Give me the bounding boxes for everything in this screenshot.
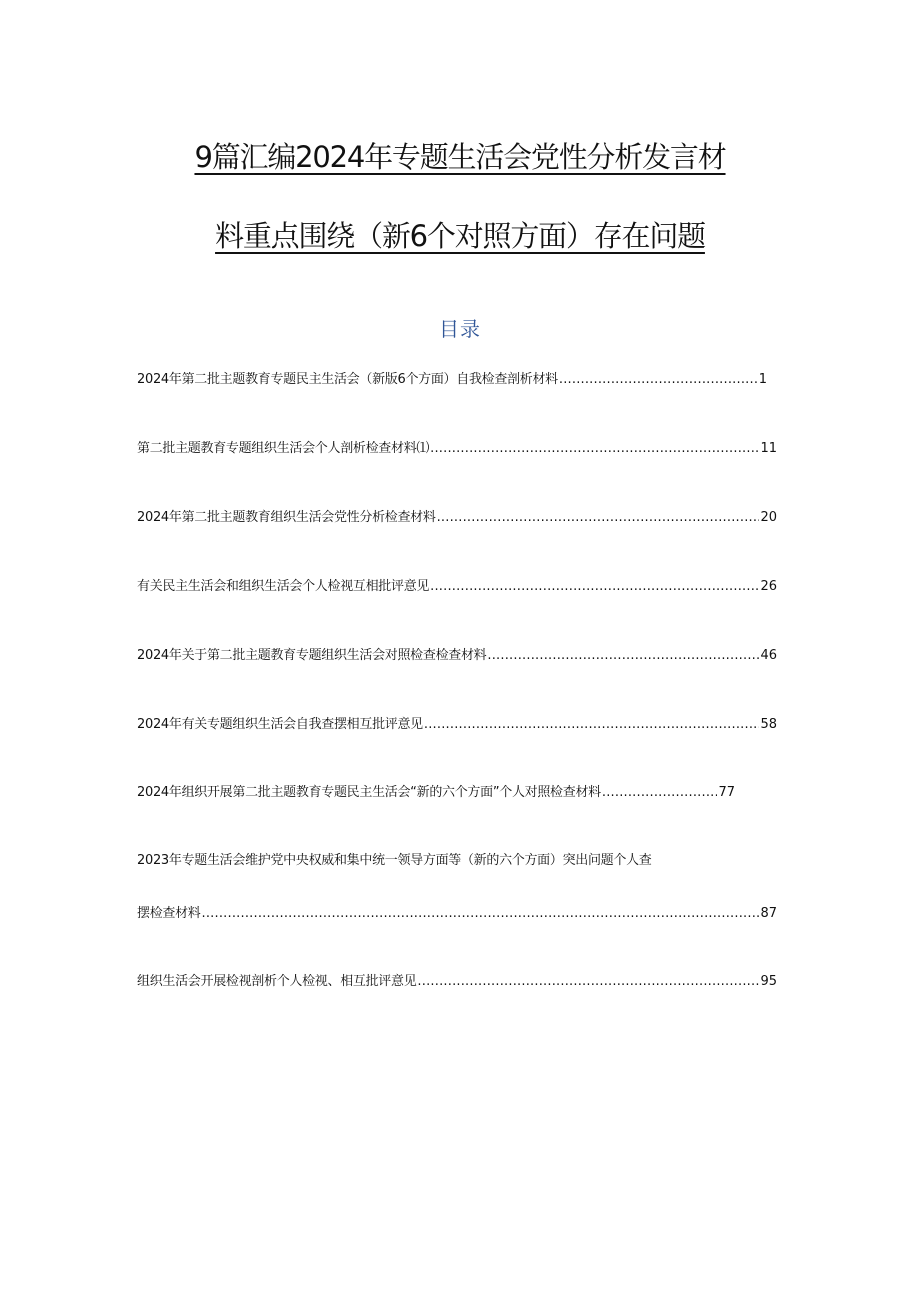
toc-entry-label: 2024年关于第二批主题教育专题组织生活会对照检查检查材料: [137, 648, 487, 663]
toc-entry-label: 摆检查材料: [137, 906, 201, 921]
toc-leader-dots: [487, 645, 759, 667]
document-title: [0, 128, 920, 251]
toc-entry[interactable]: [137, 576, 777, 598]
toc-entry-label: 2024年组织开展第二批主题教育专题民主生活会“新的六个方面”个人对照检查材料: [137, 785, 601, 800]
toc-leader-dots: [430, 438, 759, 460]
toc-leader-dots: [430, 576, 759, 598]
toc-leader-dots: [602, 782, 718, 804]
toc-entry[interactable]: [137, 507, 777, 529]
toc-entry-page: 95: [760, 974, 777, 989]
toc-entry-label: 组织生活会开展检视剖析个人检视、相互批评意见: [137, 974, 417, 989]
toc-entry-page: 87: [760, 906, 777, 921]
toc-entry-label-line-1[interactable]: 2023年专题生活会维护党中央权威和集中统一领导方面等（新的六个方面）突出问题个人查: [137, 853, 652, 868]
toc-entry-label: 2024年第二批主题教育专题民主生活会（新版6个方面）自我检查剖析材料: [137, 372, 558, 387]
toc-entry-label: 有关民主生活会和组织生活会个人检视互相批评意见: [137, 579, 430, 594]
toc-heading: 目录: [439, 317, 481, 341]
toc-entry[interactable]: [137, 714, 777, 736]
toc-leader-dots: [417, 971, 759, 993]
toc-entry-page: 46: [760, 648, 777, 663]
toc-leader-dots: [202, 903, 760, 925]
toc-entry[interactable]: [137, 971, 777, 993]
toc-leader-dots: [424, 714, 760, 736]
toc-entry-label: 2024年有关专题组织生活会自我查摆相互批评意见: [137, 717, 423, 732]
toc-entry[interactable]: [137, 645, 777, 667]
toc-entry[interactable]: [137, 438, 777, 460]
title-line-2: 料重点围绕（新6个对照方面）存在问题: [215, 219, 705, 253]
toc-leader-dots: [559, 369, 758, 391]
toc-entry[interactable]: [137, 782, 735, 804]
toc-entry-label: 第二批主题教育专题组织生活会个人剖析检查材料⑴: [137, 441, 430, 456]
toc-entry-label: 2024年第二批主题教育组织生活会党性分析检查材料: [137, 510, 436, 525]
toc-entry-page: 58: [760, 717, 777, 732]
toc-entry-page: 26: [760, 579, 777, 594]
toc-entry-page: 77: [718, 785, 735, 800]
toc-leader-dots: [437, 507, 760, 529]
toc-entry-page: 1: [758, 372, 767, 387]
title-line-1: 9篇汇编2024年专题生活会党性分析发言材: [194, 140, 726, 174]
toc-entry-page: 11: [760, 441, 777, 456]
toc-entry[interactable]: [137, 369, 767, 391]
toc-entry[interactable]: [137, 903, 777, 925]
toc-entry-page: 20: [760, 510, 777, 525]
